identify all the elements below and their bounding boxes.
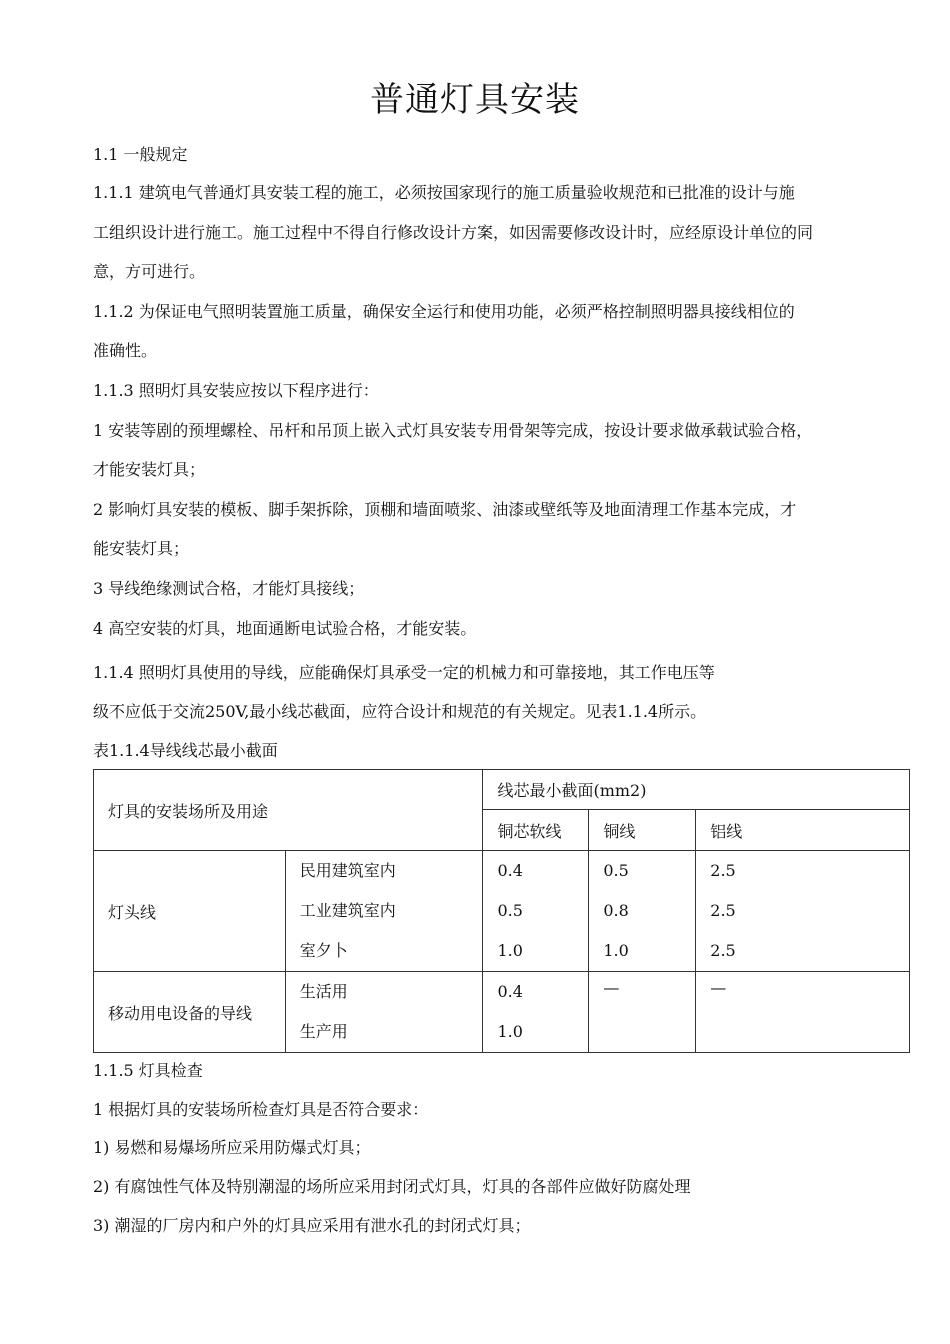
place-value: 民用建筑室内 <box>299 861 396 880</box>
soft-value: 1.0 <box>497 941 523 960</box>
section-heading: 1.1.5 灯具检查 <box>93 1061 203 1080</box>
paragraph-line: 工组织设计进行施工。施工过程中不得自行修改设计方案，如因需要修改设计时，应经原设计单位的同 <box>93 223 814 242</box>
paragraph-line: 1 根据灯具的安装场所检查灯具是否符合要求： <box>93 1100 429 1119</box>
place-value: 室夕卜 <box>299 941 348 960</box>
soft-value: 0.4 <box>497 861 523 880</box>
soft-cell <box>483 972 589 1053</box>
soft-value: 0.5 <box>497 901 523 920</box>
aluminum-value: 2.5 <box>710 941 736 960</box>
list-item: 1) 易燃和易爆场所应采用防爆式灯具； <box>93 1138 371 1157</box>
copper-value: 0.8 <box>603 901 629 920</box>
paragraph-line: 3 导线绝缘测试合格，才能灯具接线； <box>93 579 365 598</box>
place-cell <box>285 972 483 1053</box>
list-item: 2) 有腐蚀性气体及特别潮湿的场所应采用封闭式灯具，灯具的各部件应做好防腐处理 <box>93 1177 691 1196</box>
col-copper-soft: 铜芯软线 <box>483 810 589 851</box>
place-value: 工业建筑室内 <box>299 901 396 920</box>
copper-cell <box>589 851 696 972</box>
paragraph-line: 准确性。 <box>93 341 158 360</box>
aluminum-value: 2.5 <box>710 901 736 920</box>
paragraph-line: 才能安装灯具； <box>93 460 206 479</box>
list-item: 3) 潮湿的厂房内和户外的灯具应采用有泄水孔的封闭式灯具； <box>93 1216 531 1235</box>
place-cell <box>285 851 483 972</box>
place-value: 生活用 <box>299 982 348 1001</box>
soft-cell <box>483 851 589 972</box>
header-section: 线芯最小截面(mm2) <box>483 770 910 810</box>
group-label: 灯头线 <box>94 851 286 972</box>
section-heading: 1.1 一般规定 <box>93 145 188 164</box>
header-use: 灯具的安装场所及用途 <box>94 770 483 851</box>
aluminum-dash: — <box>696 972 910 1053</box>
paragraph-line: 级不应低于交流250V,最小线芯截面，应符合设计和规范的有关规定。见表1.1.4所示。 <box>93 702 707 721</box>
group-label: 移动用电设备的导线 <box>94 972 286 1053</box>
paragraph-line: 1.1.1 建筑电气普通灯具安装工程的施工，必须按国家现行的施工质量验收规范和已批准的设计与施 <box>93 183 795 202</box>
paragraph-line: 1.1.3 照明灯具安装应按以下程序进行： <box>93 381 379 400</box>
paragraph-line: 4 高空安装的灯具，地面通断电试验合格，才能安装。 <box>93 619 477 638</box>
col-aluminum: 铝线 <box>696 810 910 851</box>
paragraph-line: 2 影响灯具安装的模板、脚手架拆除，顶棚和墙面喷浆、油漆或壁纸等及地面清理工作基本完成，才 <box>93 500 797 519</box>
paragraph-line: 能安装灯具； <box>93 539 190 558</box>
copper-value: 0.5 <box>603 861 629 880</box>
paragraph-line: 1 安装等剧的预埋螺栓、吊杆和吊顶上嵌入式灯具安装专用骨架等完成，按设计要求做承载试验合格， <box>93 421 813 440</box>
paragraph-line: 意，方可进行。 <box>93 262 206 281</box>
page-title: 普通灯具安装 <box>370 80 580 120</box>
copper-dash: — <box>589 972 696 1053</box>
wire-section-table <box>93 769 910 1053</box>
paragraph-line: 1.1.4 照明灯具使用的导线，应能确保灯具承受一定的机械力和可靠接地，其工作电压等 <box>93 663 715 682</box>
aluminum-cell <box>696 851 910 972</box>
soft-value: 0.4 <box>497 982 523 1001</box>
aluminum-value: 2.5 <box>710 861 736 880</box>
paragraph-line: 1.1.2 为保证电气照明装置施工质量，确保安全运行和使用功能，必须严格控制照明器具接线相位的 <box>93 302 795 321</box>
table-caption: 表1.1.4导线线芯最小截面 <box>93 741 278 760</box>
place-value: 生产用 <box>299 1022 348 1041</box>
col-copper: 铜线 <box>589 810 696 851</box>
soft-value: 1.0 <box>497 1022 523 1041</box>
copper-value: 1.0 <box>603 941 629 960</box>
